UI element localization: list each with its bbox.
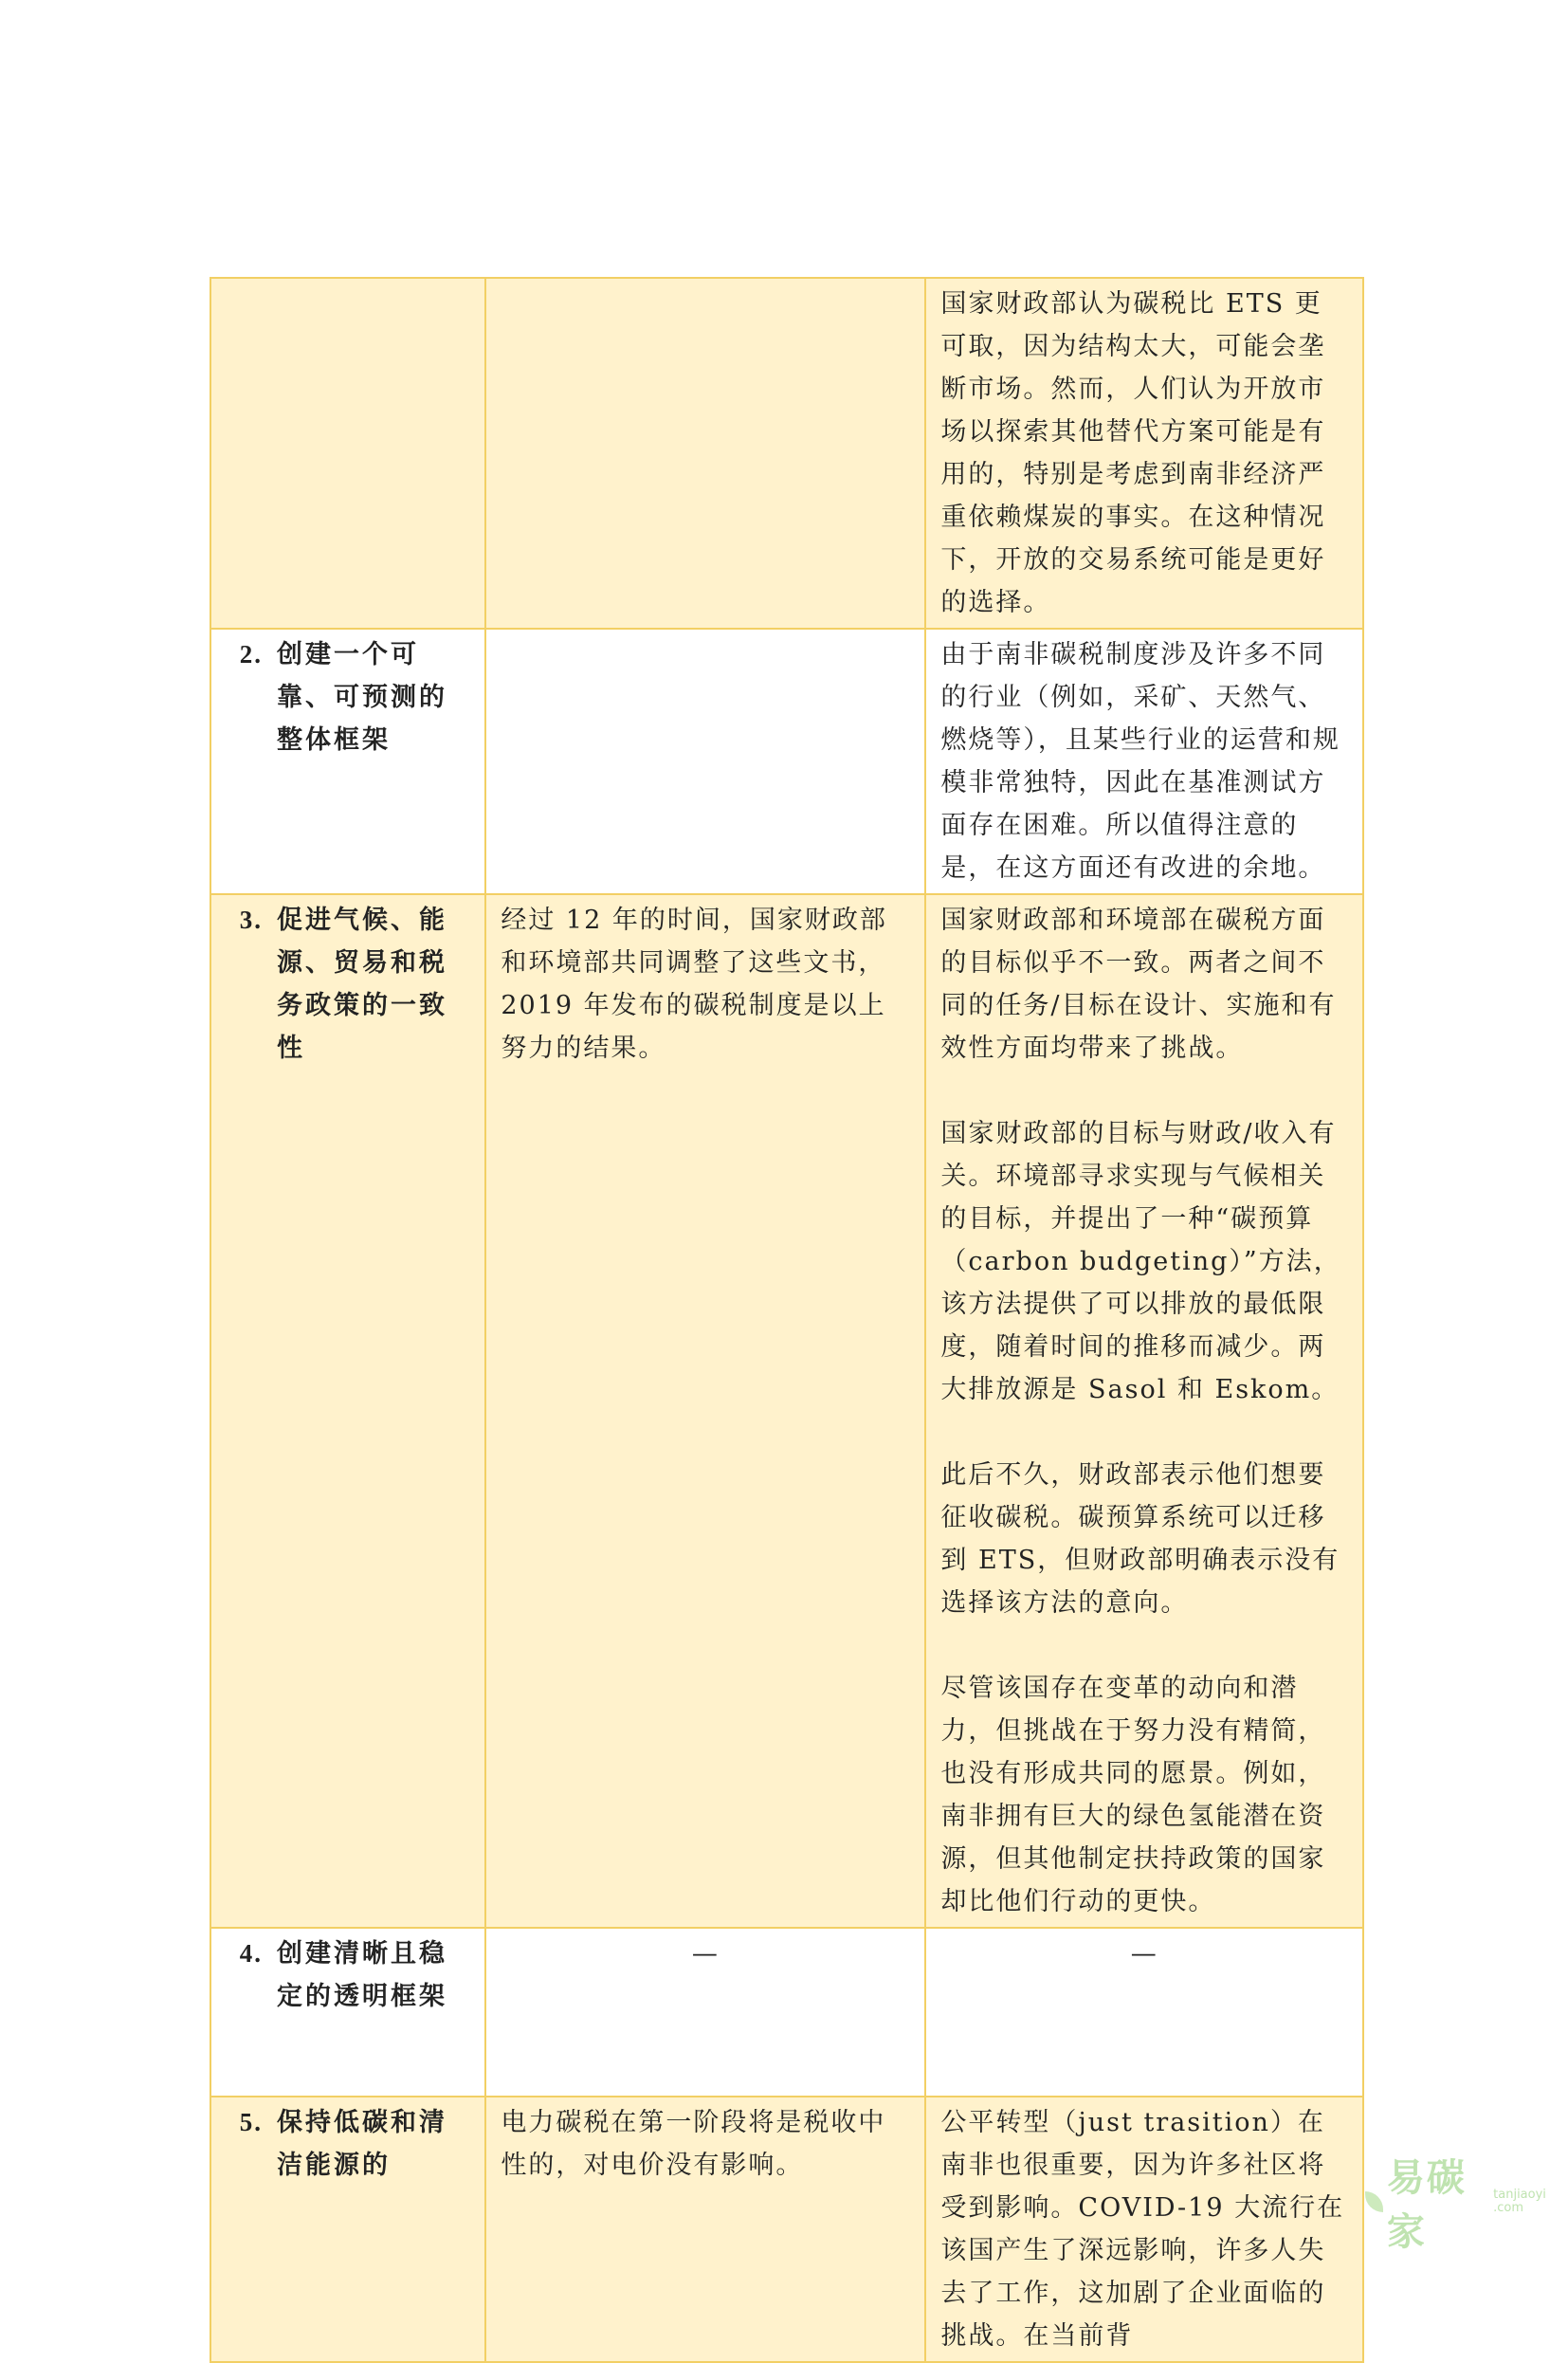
empty-dash: —: [691, 1939, 720, 1969]
criterion-title: 保持低碳和清洁能源的: [277, 2108, 447, 2180]
comment-text: 此后不久，财政部表示他们想要征收碳税。碳预算系统可以迁移到 ETS，但财政部明确表示没有选择该方法的意向。: [940, 1460, 1340, 1618]
comment-text: 公平转型（just trasition）在南非也很重要，因为许多社区将受到影响。COVID-19 大流行在该国产生了深远影响，许多人失去了工作，这加剧了企业面临的挑战。在当前背: [940, 2108, 1345, 2351]
comment-text: 国家财政部和环境部在碳税方面的目标似乎不一致。两者之间不同的任务/目标在设计、实施和有效性方面均带来了挑战。: [940, 906, 1337, 1063]
watermark-logo: [1365, 2148, 1568, 2256]
empty-dash: —: [1130, 1939, 1158, 1969]
policy-assessment-table: [210, 277, 1364, 2363]
comment-cell: [925, 894, 1363, 1928]
comment-text: 国家财政部认为碳税比 ETS 更可取，因为结构太大，可能会垄断市场。然而，人们认为开放市场以探索其他替代方案可能是有用的，特别是考虑到南非经济严重依赖煤炭的事实。在这种情况下，开放的交易系统可能是更好的选择。: [940, 289, 1326, 617]
table-row: [210, 2097, 1363, 2362]
criterion-cell: [210, 894, 485, 1928]
comment-text: 尽管该国存在变革的动向和潜力，但挑战在于努力没有精简，也没有形成共同的愿景。例如，南非拥有巨大的绿色氢能潜在资源，但其他制定扶持政策的国家却比他们行动的更快。: [940, 1674, 1326, 1916]
criterion-number: 2.: [239, 640, 263, 669]
progress-text: 经过 12 年的时间，国家财政部和环境部共同调整了这些文书，2019 年发布的碳税制度是以上努力的结果。: [501, 906, 887, 1063]
progress-text: 电力碳税在第一阶段将是税收中性的，对电价没有影响。: [501, 2108, 886, 2180]
progress-cell: [485, 278, 925, 629]
comment-cell: [925, 278, 1363, 629]
comment-text: 国家财政部的目标与财政/收入有关。环境部寻求实现与气候相关的目标，并提出了一种“碳预算（carbon budgeting）”方法，该方法提供了可以排放的最低限度，随着时间的推移而减少。两大排放源是 Sasol 和 Eskom。: [940, 1119, 1341, 1404]
criterion-cell: [210, 1928, 485, 2097]
criterion-cell: [210, 629, 485, 894]
criterion-number: 4.: [239, 1939, 263, 1968]
criterion-title: 创建清晰且稳定的透明框架: [277, 1939, 447, 2011]
table-row: [210, 894, 1363, 1928]
criterion-cell: [210, 278, 485, 629]
table-row: [210, 629, 1363, 894]
progress-cell: [485, 894, 925, 1928]
table-row: [210, 1928, 1363, 2097]
comment-cell: [925, 629, 1363, 894]
comment-cell: [925, 2097, 1363, 2362]
progress-cell: [485, 629, 925, 894]
watermark-brand: 易碳家: [1386, 2156, 1467, 2254]
criterion-title: 创建一个可靠、可预测的整体框架: [277, 640, 447, 755]
progress-cell: [485, 1928, 925, 2097]
watermark-url: tanjiaoyi .com: [1493, 2188, 1546, 2215]
leaf-icon: [1365, 2191, 1383, 2212]
progress-cell: [485, 2097, 925, 2362]
comment-cell: [925, 1928, 1363, 2097]
criterion-cell: [210, 2097, 485, 2362]
comment-text: 由于南非碳税制度涉及许多不同的行业（例如，采矿、天然气、燃烧等），且某些行业的运营和规模非常独特，因此在基准测试方面存在困难。所以值得注意的是，在这方面还有改进的余地。: [940, 640, 1340, 883]
criterion-number: 3.: [239, 906, 263, 934]
criterion-title: 促进气候、能源、贸易和税务政策的一致性: [277, 906, 447, 1063]
table-row: [210, 278, 1363, 629]
criterion-number: 5.: [239, 2108, 263, 2136]
